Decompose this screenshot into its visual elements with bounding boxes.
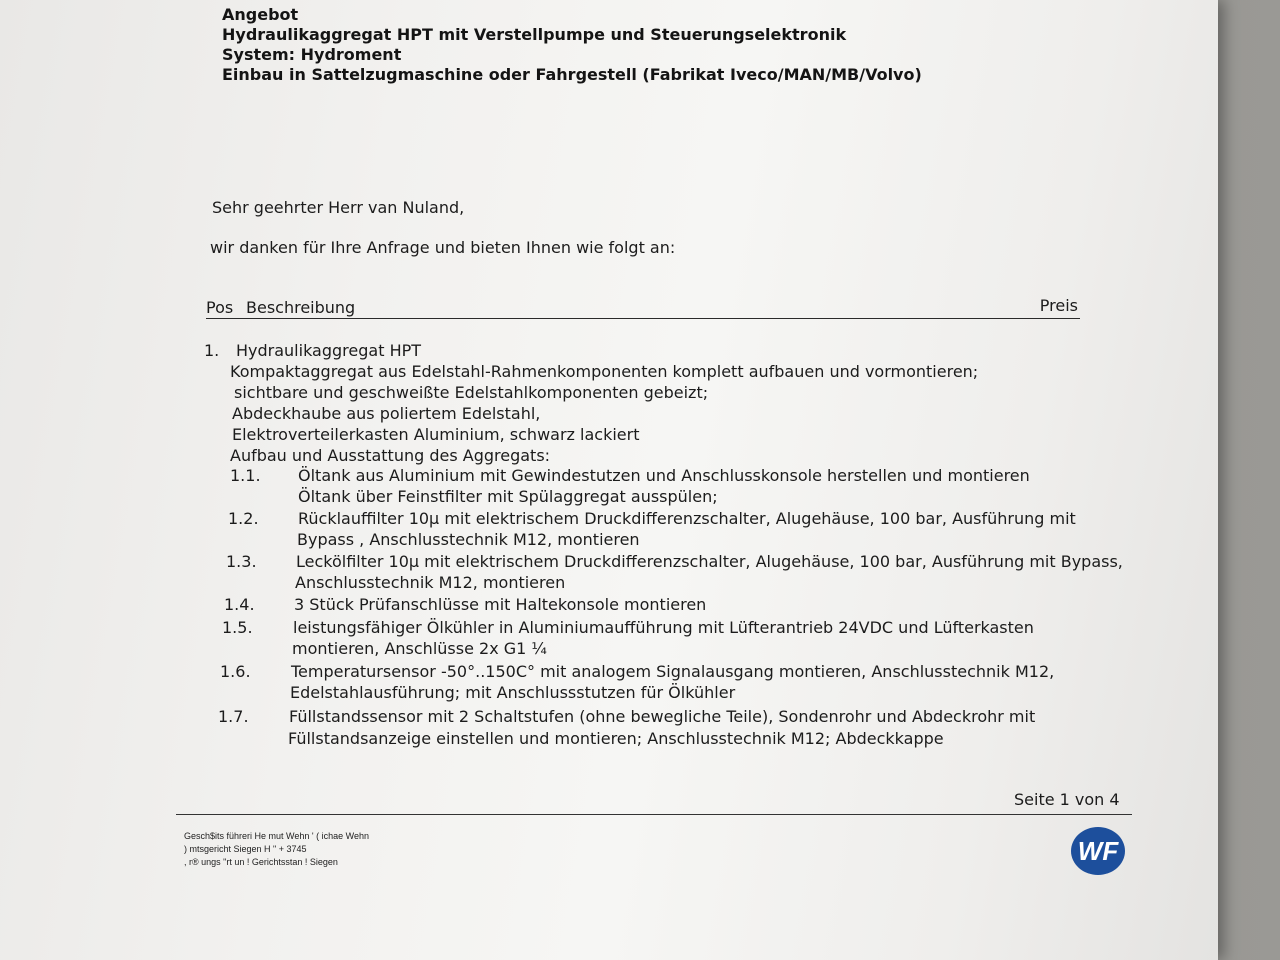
footer-line: Gesch$its führeri He mut Wehn ' ( ichae Wehn bbox=[184, 831, 369, 841]
description-line: Kompaktaggregat aus Edelstahl-Rahmenkomponenten komplett aufbauen und vormontieren; bbox=[230, 362, 979, 381]
subitem-text: Füllstandssensor mit 2 Schaltstufen (ohne bewegliche Teile), Sondenrohr und Abdeckrohr mit bbox=[289, 707, 1036, 726]
subitem-text: leistungsfähiger Ölkühler in Aluminiumaufführung mit Lüfterantrieb 24VDC und Lüfterkasten bbox=[293, 618, 1034, 637]
subitem-text: Öltank aus Aluminium mit Gewindestutzen und Anschlusskonsole herstellen und montieren bbox=[298, 466, 1030, 485]
logo-text: WF bbox=[1077, 836, 1119, 866]
footer-company-info bbox=[184, 830, 369, 869]
subitem-text: Öltank über Feinstfilter mit Spülaggregat ausspülen; bbox=[298, 487, 718, 506]
footer-line: , r® ungs "rt un ! Gerichtsstan ! Siegen bbox=[184, 857, 338, 867]
subitem-number: 1.5. bbox=[222, 618, 253, 637]
description-line: sichtbare und geschweißte Edelstahlkomponenten gebeizt; bbox=[234, 383, 709, 402]
position-description bbox=[230, 361, 978, 466]
subitem-number: 1.3. bbox=[226, 552, 257, 571]
column-price: Preis bbox=[1039, 296, 1078, 315]
subitem-text: Leckölfilter 10µ mit elektrischem Druckdifferenzschalter, Alugehäuse, 100 bar, Ausführung mit Bypass, bbox=[296, 552, 1123, 571]
footer-divider bbox=[176, 814, 1132, 815]
subitem-text: Bypass , Anschlusstechnik M12, montieren bbox=[297, 530, 640, 549]
position-number: 1. bbox=[204, 341, 220, 360]
subitem-number: 1.1. bbox=[230, 466, 261, 485]
subitem-text: Anschlusstechnik M12, montieren bbox=[295, 573, 566, 592]
subitem-text: Temperatursensor -50°..150C° mit analogem Signalausgang montieren, Anschlusstechnik M12, bbox=[291, 662, 1055, 681]
offer-label: Angebot bbox=[222, 5, 299, 24]
intro-text: wir danken für Ihre Anfrage und bieten Ihnen wie folgt an: bbox=[210, 238, 676, 257]
subitem-number: 1.2. bbox=[228, 509, 259, 528]
column-description: Beschreibung bbox=[246, 298, 356, 317]
description-line: Elektroverteilerkasten Aluminium, schwarz lackiert bbox=[232, 425, 640, 444]
description-line: Abdeckhaube aus poliertem Edelstahl, bbox=[232, 404, 541, 423]
table-header bbox=[206, 296, 1080, 319]
subitem-number: 1.7. bbox=[218, 707, 249, 726]
subitem-text: Edelstahlausführung; mit Anschlussstutzen für Ölkühler bbox=[290, 683, 736, 702]
subitem-number: 1.4. bbox=[224, 595, 255, 614]
offer-system: System: Hydroment bbox=[222, 45, 402, 64]
salutation: Sehr geehrter Herr van Nuland, bbox=[212, 198, 465, 217]
subitem-number: 1.6. bbox=[220, 662, 251, 681]
offer-header bbox=[222, 5, 922, 85]
column-pos: Pos bbox=[206, 298, 234, 317]
wf-logo-icon bbox=[1070, 826, 1126, 876]
subitem-text: montieren, Anschlüsse 2x G1 ¼ bbox=[292, 639, 547, 658]
subitem-text: Rücklauffilter 10µ mit elektrischem Druckdifferenzschalter, Alugehäuse, 100 bar, Ausführung mit bbox=[298, 509, 1076, 528]
footer-line: ) mtsgericht Siegen H " + 3745 bbox=[184, 844, 307, 854]
subitem-text: 3 Stück Prüfanschlüsse mit Haltekonsole montieren bbox=[294, 595, 707, 614]
description-line: Aufbau und Ausstattung des Aggregats: bbox=[230, 446, 551, 465]
subitem-text: Füllstandsanzeige einstellen und montieren; Anschlusstechnik M12; Abdeckkappe bbox=[288, 729, 944, 748]
offer-title: Hydraulikaggregat HPT mit Verstellpumpe und Steuerungselektronik bbox=[222, 25, 847, 44]
position-title: Hydraulikaggregat HPT bbox=[236, 341, 422, 360]
offer-installation: Einbau in Sattelzugmaschine oder Fahrgestell (Fabrikat Iveco/MAN/MB/Volvo) bbox=[222, 65, 922, 84]
page-number: Seite 1 von 4 bbox=[1014, 790, 1120, 809]
